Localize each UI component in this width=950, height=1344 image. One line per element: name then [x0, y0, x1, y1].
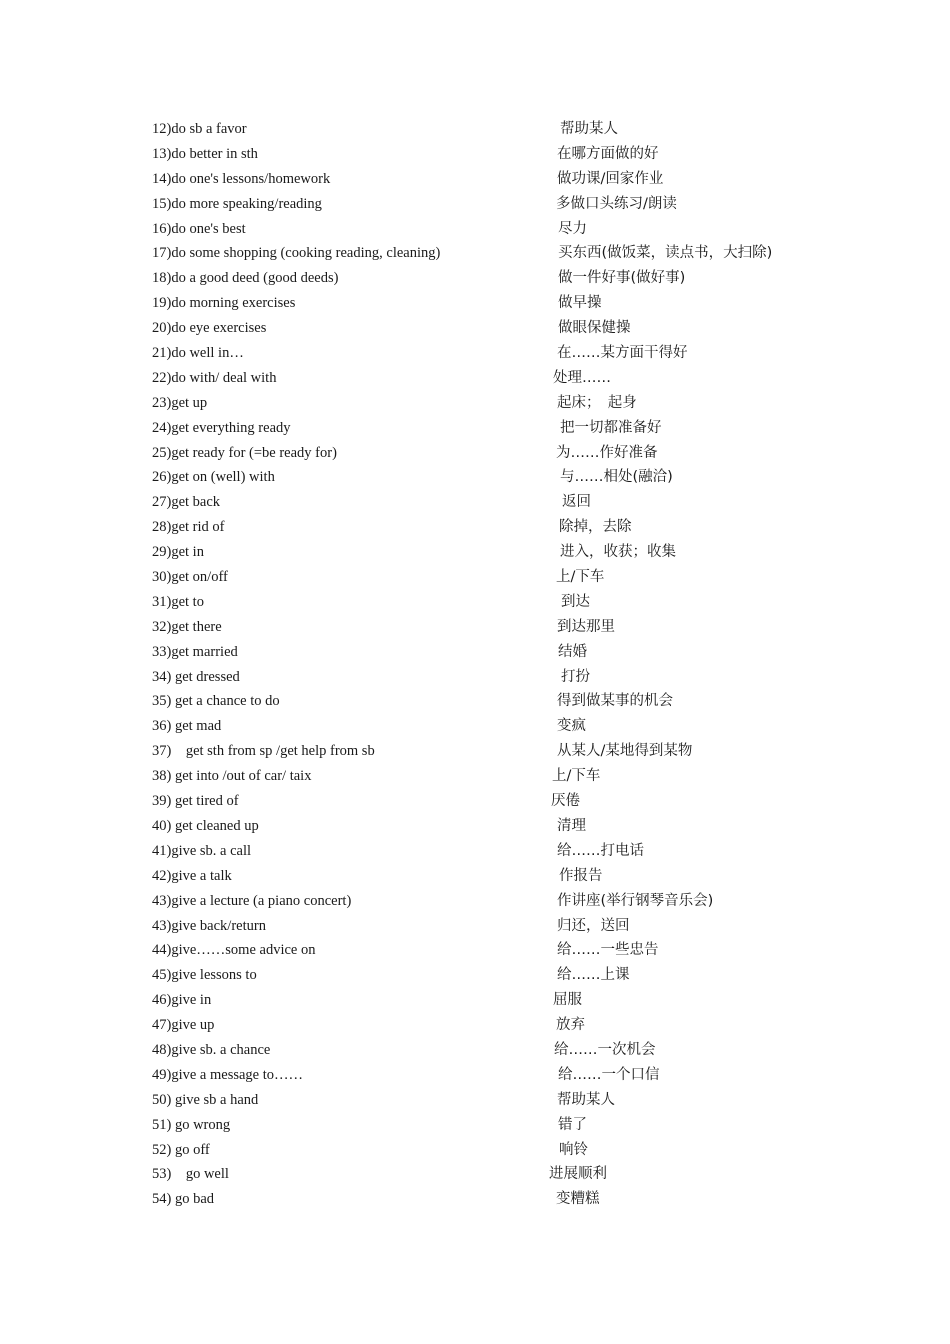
phrase-chinese: 尽力 — [558, 220, 587, 237]
phrase-row — [152, 217, 852, 242]
phrase-chinese: 做功课/回家作业 — [557, 170, 664, 187]
phrase-chinese: 给……一个口信 — [558, 1066, 660, 1083]
phrase-english: 27)get back — [152, 494, 221, 511]
phrase-chinese: 做早操 — [558, 295, 602, 312]
phrase-row — [152, 540, 852, 565]
phrase-row — [152, 665, 852, 690]
phrase-row — [152, 341, 852, 366]
phrase-chinese: 上/下车 — [556, 569, 605, 586]
phrase-chinese: 把一切都准备好 — [560, 419, 662, 436]
phrase-english: 13)do better in sth — [152, 145, 258, 162]
phrase-english: 26)get on (well) with — [152, 469, 275, 486]
phrase-english: 49)give a message to…… — [152, 1066, 304, 1083]
phrase-row — [152, 1013, 852, 1038]
phrase-english: 16)do one's best — [152, 220, 246, 237]
phrase-chinese: 给……一次机会 — [554, 1041, 656, 1058]
phrase-chinese: 作报告 — [559, 867, 603, 884]
phrase-chinese: 打扮 — [561, 668, 590, 685]
phrase-english: 52) go off — [152, 1141, 210, 1158]
phrase-english: 43)give back/return — [152, 917, 266, 934]
phrase-row — [152, 465, 852, 490]
phrase-row — [152, 938, 852, 963]
phrase-chinese: 起床； 起身 — [557, 394, 637, 411]
phrase-chinese: 除掉，去除 — [559, 519, 632, 536]
phrase-english: 30)get on/off — [152, 569, 228, 586]
phrase-chinese: 帮助某人 — [557, 1091, 615, 1108]
phrase-english: 15)do more speaking/reading — [152, 195, 322, 212]
phrase-row — [152, 1162, 852, 1187]
phrase-english: 22)do with/ deal with — [152, 369, 277, 386]
phrase-english: 48)give sb. a chance — [152, 1041, 271, 1058]
phrase-row — [152, 117, 852, 142]
phrase-english: 17)do some shopping (cooking reading, cleaning) — [152, 245, 441, 262]
phrase-english: 41)give sb. a call — [152, 842, 252, 859]
phrase-chinese: 到达 — [561, 593, 590, 610]
phrase-english: 28)get rid of — [152, 519, 225, 536]
phrase-chinese: 屈服 — [553, 992, 582, 1009]
phrase-english: 37) get sth from sp /get help from sb — [152, 743, 375, 760]
phrase-english: 50) give sb a hand — [152, 1091, 259, 1108]
phrase-row — [152, 1088, 852, 1113]
phrase-row — [152, 1187, 852, 1212]
phrase-english: 43)give a lecture (a piano concert) — [152, 892, 352, 909]
phrase-english: 38) get into /out of car/ taix — [152, 768, 312, 785]
phrase-row — [152, 416, 852, 441]
phrase-chinese: 进展顺利 — [549, 1166, 607, 1183]
phrase-chinese: 归还，送回 — [557, 917, 630, 934]
phrase-english: 23)get up — [152, 394, 208, 411]
phrase-row — [152, 1038, 852, 1063]
phrase-english: 40) get cleaned up — [152, 817, 259, 834]
phrase-chinese: 与……相处(融洽) — [560, 469, 673, 486]
phrase-english: 45)give lessons to — [152, 967, 257, 984]
phrase-row — [152, 291, 852, 316]
phrase-row — [152, 490, 852, 515]
phrase-english: 19)do morning exercises — [152, 295, 296, 312]
phrase-chinese: 给……上课 — [557, 967, 630, 984]
phrase-chinese: 做一件好事(做好事) — [558, 270, 686, 287]
phrase-row — [152, 689, 852, 714]
phrase-row — [152, 764, 852, 789]
phrase-chinese: 变疯 — [557, 718, 586, 735]
phrase-row — [152, 640, 852, 665]
phrase-row — [152, 789, 852, 814]
phrase-row — [152, 565, 852, 590]
phrase-english: 18)do a good deed (good deeds) — [152, 270, 339, 287]
phrase-row — [152, 366, 852, 391]
phrase-row — [152, 1113, 852, 1138]
phrase-chinese: 为……作好准备 — [556, 444, 658, 461]
phrase-chinese: 放弃 — [556, 1017, 585, 1034]
phrase-english: 20)do eye exercises — [152, 320, 267, 337]
phrase-english: 54) go bad — [152, 1191, 215, 1208]
phrase-english: 25)get ready for (=be ready for) — [152, 444, 337, 461]
phrase-chinese: 到达那里 — [557, 618, 615, 635]
phrase-row — [152, 515, 852, 540]
phrase-list — [152, 117, 852, 1212]
phrase-row — [152, 142, 852, 167]
phrase-chinese: 帮助某人 — [560, 121, 618, 137]
phrase-row — [152, 1138, 852, 1163]
phrase-english: 14)do one's lessons/homework — [152, 170, 331, 187]
phrase-row — [152, 963, 852, 988]
phrase-chinese: 返回 — [562, 494, 591, 511]
phrase-chinese: 在哪方面做的好 — [557, 145, 659, 162]
phrase-chinese: 清理 — [557, 817, 586, 834]
phrase-chinese: 响铃 — [559, 1141, 588, 1158]
phrase-chinese: 多做口头练习/朗读 — [556, 195, 677, 212]
phrase-chinese: 错了 — [558, 1116, 587, 1133]
phrase-chinese: 进入，收获；收集 — [560, 544, 676, 561]
phrase-english: 44)give……some advice on — [152, 942, 316, 959]
phrase-chinese: 作讲座(举行钢琴音乐会) — [557, 892, 714, 909]
phrase-english: 34) get dressed — [152, 668, 240, 685]
phrase-row — [152, 814, 852, 839]
phrase-english: 51) go wrong — [152, 1116, 231, 1133]
phrase-chinese: 给……打电话 — [557, 842, 644, 859]
phrase-english: 47)give up — [152, 1017, 215, 1034]
phrase-english: 33)get married — [152, 643, 238, 660]
phrase-chinese: 从某人/某地得到某物 — [557, 743, 693, 760]
phrase-row — [152, 192, 852, 217]
phrase-chinese: 上/下车 — [552, 768, 601, 785]
phrase-chinese: 买东西(做饭菜，读点书，大扫除) — [558, 245, 773, 262]
phrase-english: 24)get everything ready — [152, 419, 291, 436]
phrase-chinese: 变糟糕 — [556, 1191, 600, 1208]
phrase-row — [152, 739, 852, 764]
phrase-english: 12)do sb a favor — [152, 121, 247, 137]
phrase-row — [152, 914, 852, 939]
phrase-chinese: 在……某方面干得好 — [557, 345, 688, 362]
phrase-row — [152, 615, 852, 640]
phrase-row — [152, 714, 852, 739]
phrase-row — [152, 590, 852, 615]
phrase-row — [152, 1063, 852, 1088]
phrase-chinese: 做眼保健操 — [558, 320, 631, 337]
phrase-english: 36) get mad — [152, 718, 222, 735]
phrase-chinese: 得到做某事的机会 — [557, 693, 673, 710]
phrase-english: 53) go well — [152, 1166, 229, 1183]
phrase-row — [152, 988, 852, 1013]
phrase-english: 31)get to — [152, 593, 204, 610]
phrase-chinese: 处理…… — [553, 369, 611, 386]
phrase-row — [152, 241, 852, 266]
phrase-row — [152, 316, 852, 341]
phrase-chinese: 给……一些忠告 — [557, 942, 659, 959]
phrase-english: 39) get tired of — [152, 793, 239, 810]
phrase-row — [152, 889, 852, 914]
phrase-english: 32)get there — [152, 618, 222, 635]
phrase-english: 21)do well in… — [152, 345, 244, 362]
phrase-chinese: 结婚 — [558, 643, 587, 660]
phrase-english: 42)give a talk — [152, 867, 232, 884]
phrase-row — [152, 266, 852, 291]
phrase-english: 35) get a chance to do — [152, 693, 280, 710]
phrase-english: 46)give in — [152, 992, 212, 1009]
phrase-chinese: 厌倦 — [551, 793, 580, 810]
phrase-row — [152, 441, 852, 466]
phrase-row — [152, 391, 852, 416]
phrase-row — [152, 167, 852, 192]
phrase-english: 29)get in — [152, 544, 204, 561]
phrase-row — [152, 864, 852, 889]
phrase-row — [152, 839, 852, 864]
